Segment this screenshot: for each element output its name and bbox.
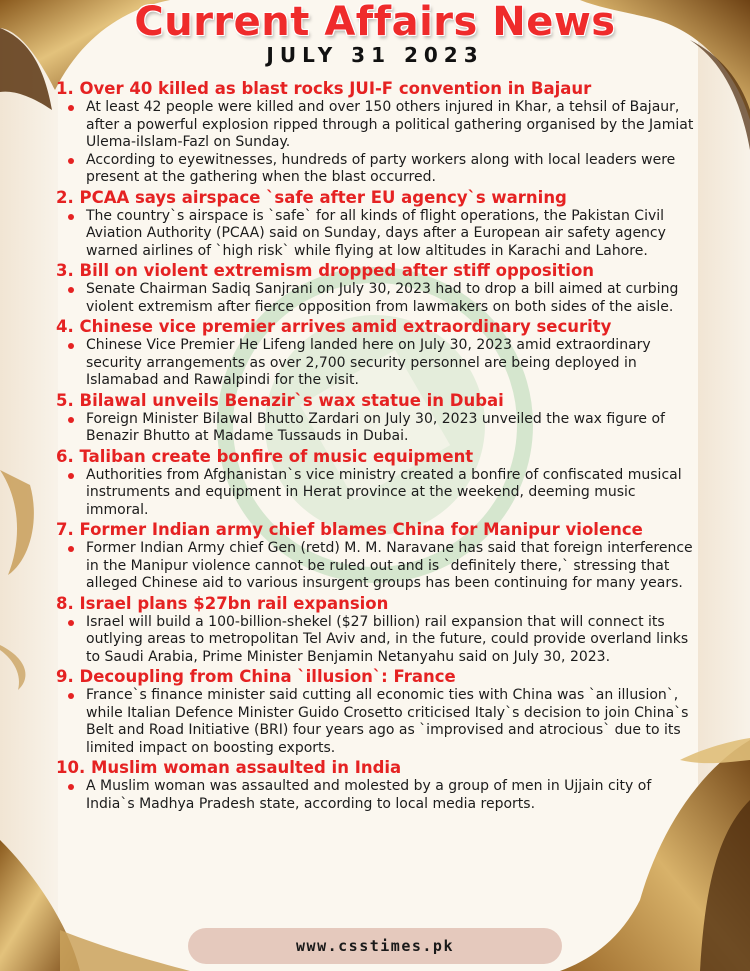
news-heading: 5. Bilawal unveils Benazir`s wax statue in Dubai xyxy=(56,390,504,410)
news-heading: 3. Bill on violent extremism dropped after stiff opposition xyxy=(56,261,595,280)
news-bullet: Senate Chairman Sadiq Sanjrani on July 30, 2023 had to drop a bill aimed at curbing violent extremism after fierce opposition from lawmakers on both sides of the aisle. xyxy=(86,281,696,316)
website-footer[interactable] xyxy=(188,928,562,964)
news-bullets xyxy=(56,337,696,390)
news-bullet: Israel will build a 100-billion-shekel ($27 billion) rail expansion that will connect its outlying areas to metropolitan Tel Aviv and, in the future, could provide overland links to Saudi Arabia, Prime Minister Benjamin Netanyahu said on July 30, 2023. xyxy=(86,614,696,667)
news-bullet: Former Indian Army chief Gen (retd) M. M. Naravane has said that foreign interference in the Manipur violence cannot be ruled out and is `definitely there,` stressing that alleged Chinese aid to various insurgent groups has been continuing for many years. xyxy=(86,540,696,593)
news-item xyxy=(56,260,696,316)
news-item xyxy=(56,666,696,757)
page-title: Current Affairs News xyxy=(134,0,616,45)
news-heading: 2. PCAA says airspace `safe after EU agency`s warning xyxy=(56,187,567,207)
news-item xyxy=(56,757,696,813)
news-bullet: A Muslim woman was assaulted and molested by a group of men in Ujjain city of India`s Madhya Pradesh state, according to local media reports. xyxy=(86,778,696,813)
news-bullet: According to eyewitnesses, hundreds of party workers along with local leaders were present at the gathering when the blast occurred. xyxy=(86,152,696,187)
news-bullets xyxy=(56,411,696,446)
news-bullet: France`s finance minister said cutting all economic ties with China was `an illusion`, while Italian Defence Minister Guido Crosetto criticised Italy`s decision to join China`s Belt and Road Initiative (BRI) four years ago as `improvised and atrocious` due to its limited impact on boosting exports. xyxy=(86,687,696,757)
news-item xyxy=(56,519,696,593)
news-bullets xyxy=(56,99,696,187)
news-list xyxy=(56,78,696,813)
news-bullets xyxy=(56,208,696,261)
news-bullet: Foreign Minister Bilawal Bhutto Zardari on July 30, 2023 unveiled the wax figure of Benazir Bhutto at Madame Tussauds in Dubai. xyxy=(86,411,696,446)
news-item xyxy=(56,390,696,446)
news-bullets xyxy=(56,281,696,316)
news-bullets xyxy=(56,467,696,520)
news-bullets xyxy=(56,778,696,813)
news-heading: 4. Chinese vice premier arrives amid extraordinary security xyxy=(56,317,612,336)
news-item xyxy=(56,187,696,261)
news-bullet: Chinese Vice Premier He Lifeng landed here on July 30, 2023 amid extraordinary security arrangements as over 2,700 security personnel are being deployed in Islamabad and Rawalpindi for the visit. xyxy=(86,337,696,390)
news-heading: 6. Taliban create bonfire of music equipment xyxy=(56,446,474,466)
website-url[interactable]: www.csstimes.pk xyxy=(296,937,454,955)
news-item xyxy=(56,446,696,520)
news-item xyxy=(56,593,696,667)
news-bullet: At least 42 people were killed and over 150 others injured in Khar, a tehsil of Bajaur, after a powerful explosion ripped through a political gathering organised by the Jamiat Ulema-iIslam-Fazl on Sunday. xyxy=(86,99,696,152)
news-bullet: Authorities from Afghanistan`s vice ministry created a bonfire of confiscated musical instruments and equipment in Herat province at the weekend, deeming music immoral. xyxy=(86,467,696,520)
news-bullets xyxy=(56,540,696,593)
news-heading: 1. Over 40 killed as blast rocks JUI-F convention in Bajaur xyxy=(56,79,592,98)
news-heading: 9. Decoupling from China `illusion`: France xyxy=(56,667,456,686)
news-bullets xyxy=(56,614,696,667)
news-bullet: The country`s airspace is `safe` for all kinds of flight operations, the Pakistan Civil Aviation Authority (PCAA) said on Sunday, days after a European air safety agency warned airlines of `high risk` while flying at low altitudes in Karachi and Lahore. xyxy=(86,208,696,261)
news-item xyxy=(56,78,696,187)
news-item xyxy=(56,316,696,390)
news-heading: 7. Former Indian army chief blames China for Manipur violence xyxy=(56,520,643,539)
page-header xyxy=(0,0,750,66)
news-heading: 8. Israel plans $27bn rail expansion xyxy=(56,593,389,613)
page-date: JULY 31 2023 xyxy=(266,43,484,67)
news-heading: 10. Muslim woman assaulted in India xyxy=(56,758,402,777)
news-bullets xyxy=(56,687,696,757)
